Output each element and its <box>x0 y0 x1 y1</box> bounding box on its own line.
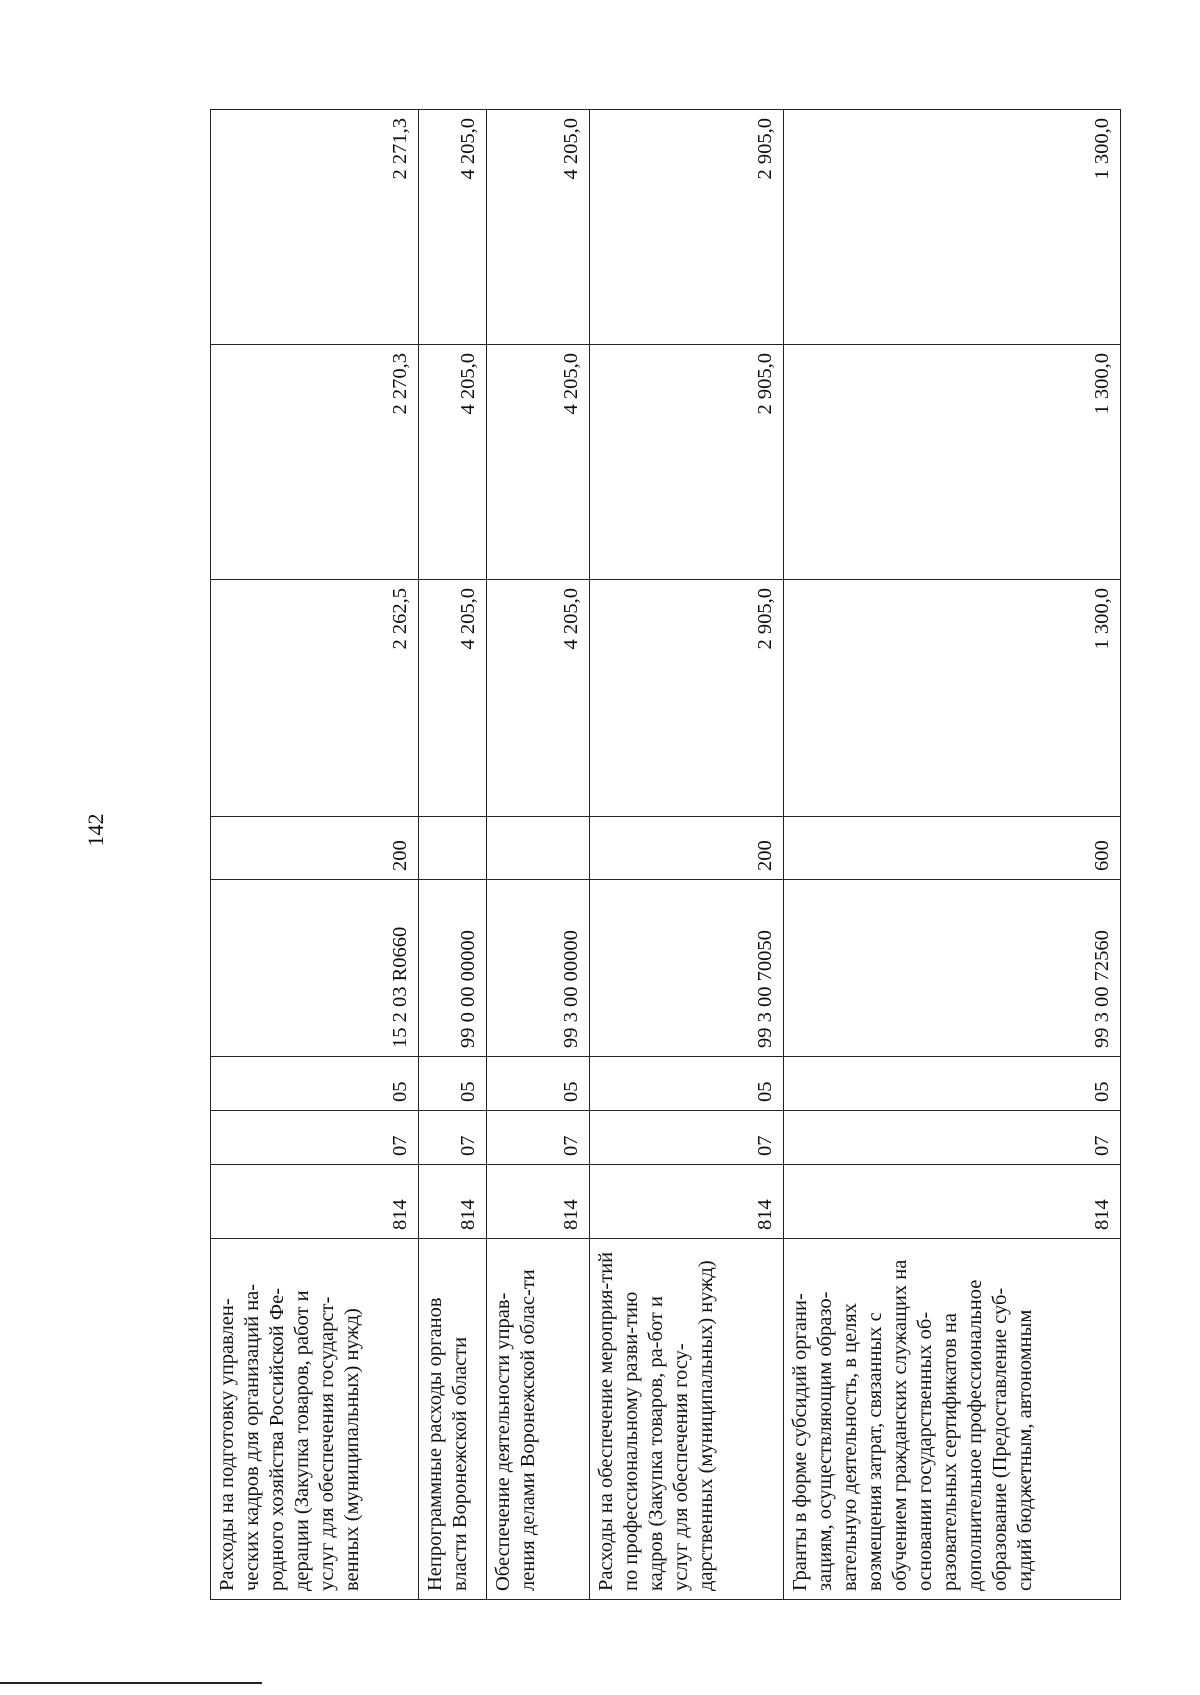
section-code: 07 <box>487 1111 590 1165</box>
table-row <box>419 110 487 1600</box>
amount-year-2: 4 205,0 <box>487 345 590 580</box>
subsection-code: 05 <box>419 1057 487 1111</box>
section-code: 07 <box>590 1111 784 1165</box>
grbs-code: 814 <box>590 1165 784 1239</box>
grbs-code: 814 <box>784 1165 1121 1239</box>
target-article-code: 99 3 00 72560 <box>784 880 1121 1057</box>
amount-year-1: 2 905,0 <box>590 580 784 817</box>
section-code: 07 <box>419 1111 487 1165</box>
target-article-code: 15 2 03 R0660 <box>211 880 419 1057</box>
subsection-code: 05 <box>590 1057 784 1111</box>
section-code: 07 <box>784 1111 1121 1165</box>
amount-year-2: 1 300,0 <box>784 345 1121 580</box>
target-article-code: 99 3 00 00000 <box>487 880 590 1057</box>
budget-table <box>210 109 1121 1600</box>
amount-year-1: 2 262,5 <box>211 580 419 817</box>
table-row <box>211 110 419 1600</box>
table-row <box>590 110 784 1600</box>
target-article-code: 99 0 00 00000 <box>419 880 487 1057</box>
row-description: Расходы на обеспечение мероприя-тий по профессиональному разви-тию кадров (Закупка товаров, ра-бот и услуг для обеспечения госу-дарственных (муниципальных) нужд) <box>590 1239 784 1600</box>
expense-type-code: 200 <box>590 817 784 880</box>
amount-year-2: 2 905,0 <box>590 345 784 580</box>
target-article-code: 99 3 00 70050 <box>590 880 784 1057</box>
row-description: Обеспечение деятельности управ-ления делами Воронежской облас-ти <box>487 1239 590 1600</box>
section-code: 07 <box>211 1111 419 1165</box>
table-row <box>487 110 590 1600</box>
amount-year-1: 4 205,0 <box>487 580 590 817</box>
table-rotated-container <box>210 110 1120 1600</box>
amount-year-2: 4 205,0 <box>419 345 487 580</box>
table-rotation-frame <box>210 110 1120 1600</box>
amount-year-3: 1 300,0 <box>784 110 1121 345</box>
amount-year-2: 2 270,3 <box>211 345 419 580</box>
amount-year-1: 4 205,0 <box>419 580 487 817</box>
expense-type-code: 200 <box>211 817 419 880</box>
footnote-divider <box>0 1682 262 1684</box>
subsection-code: 05 <box>487 1057 590 1111</box>
page-number: 142 <box>83 813 108 847</box>
row-description: Непрограммные расходы органов власти Воронежской области <box>419 1239 487 1600</box>
subsection-code: 05 <box>211 1057 419 1111</box>
table-row <box>784 110 1121 1600</box>
grbs-code: 814 <box>419 1165 487 1239</box>
expense-type-code: 600 <box>784 817 1121 880</box>
grbs-code: 814 <box>487 1165 590 1239</box>
subsection-code: 05 <box>784 1057 1121 1111</box>
amount-year-3: 2 905,0 <box>590 110 784 345</box>
amount-year-3: 4 205,0 <box>487 110 590 345</box>
amount-year-1: 1 300,0 <box>784 580 1121 817</box>
grbs-code: 814 <box>211 1165 419 1239</box>
row-description: Расходы на подготовку управлен-ческих кадров для организаций на-родного хозяйства Российской Фе-дерации (Закупка товаров, работ и услуг для обеспечения государст-венных (муниципальных) нужд) <box>211 1239 419 1600</box>
expense-type-code <box>487 817 590 880</box>
amount-year-3: 4 205,0 <box>419 110 487 345</box>
row-description: Гранты в форме субсидий органи-зациям, осуществляющим образо-вательную деятельность, в целях возмещения затрат, связанных с обучением гражданских служащих на основании государственных об-разовательных сертификатов на дополнительное профессиональное образование (Предоставление суб-сидий бюджетным, автономным <box>784 1239 1121 1600</box>
amount-year-3: 2 271,3 <box>211 110 419 345</box>
expense-type-code <box>419 817 487 880</box>
